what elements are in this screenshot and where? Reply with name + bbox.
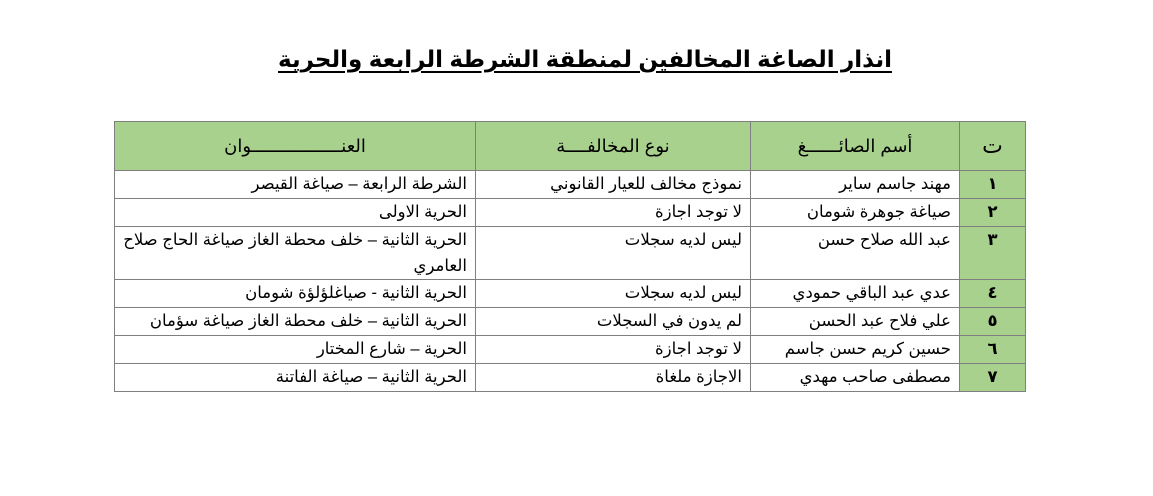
violations-table: [114, 121, 1026, 392]
table-row: [115, 364, 1026, 392]
row-name: صياغة جوهرة شومان: [751, 199, 960, 227]
row-name: مهند جاسم ساير: [751, 171, 960, 199]
table-row: [115, 280, 1026, 308]
row-address: الحرية الثانية – خلف محطة الغاز صياغة سؤمان: [115, 308, 476, 336]
row-violation: ليس لديه سجلات: [476, 227, 751, 280]
row-number: ٢: [960, 199, 1026, 227]
table-row: [115, 171, 1026, 199]
row-violation: لا توجد اجازة: [476, 199, 751, 227]
header-address: العنـــــــــــــــــوان: [115, 122, 476, 171]
row-name: علي فلاح عبد الحسن: [751, 308, 960, 336]
table-row: [115, 227, 1026, 280]
row-address: الشرطة الرابعة – صياغة القيصر: [115, 171, 476, 199]
row-address: الحرية – شارع المختار: [115, 336, 476, 364]
row-violation: ليس لديه سجلات: [476, 280, 751, 308]
row-address: الحرية الاولى: [115, 199, 476, 227]
row-violation: الاجازة ملغاة: [476, 364, 751, 392]
row-address: الحرية الثانية - صياغلؤلؤة شومان: [115, 280, 476, 308]
row-name: مصطفى صاحب مهدي: [751, 364, 960, 392]
row-violation: لا توجد اجازة: [476, 336, 751, 364]
page-title-text: انذار الصاغة المخالفين لمنطقة الشرطة الرابعة والحرية: [278, 46, 892, 72]
row-number: ٦: [960, 336, 1026, 364]
row-number: ٤: [960, 280, 1026, 308]
row-address: الحرية الثانية – صياغة الفاتنة: [115, 364, 476, 392]
header-number: ت: [960, 122, 1026, 171]
row-number: ١: [960, 171, 1026, 199]
row-violation: لم يدون في السجلات: [476, 308, 751, 336]
row-violation: نموذج مخالف للعيار القانوني: [476, 171, 751, 199]
page-title: [0, 42, 1153, 76]
row-address: الحرية الثانية – خلف محطة الغاز صياغة الحاج صلاح العامري: [115, 227, 476, 280]
table-header-row: [115, 122, 1026, 171]
table-row: [115, 336, 1026, 364]
header-name: أسم الصائــــــغ: [751, 122, 960, 171]
row-name: عبد الله صلاح حسن: [751, 227, 960, 280]
row-number: ٥: [960, 308, 1026, 336]
header-violation: نوع المخالفــــة: [476, 122, 751, 171]
row-name: حسين كريم حسن جاسم: [751, 336, 960, 364]
row-name: عدي عبد الباقي حمودي: [751, 280, 960, 308]
table-row: [115, 199, 1026, 227]
row-number: ٣: [960, 227, 1026, 280]
table-row: [115, 308, 1026, 336]
row-number: ٧: [960, 364, 1026, 392]
